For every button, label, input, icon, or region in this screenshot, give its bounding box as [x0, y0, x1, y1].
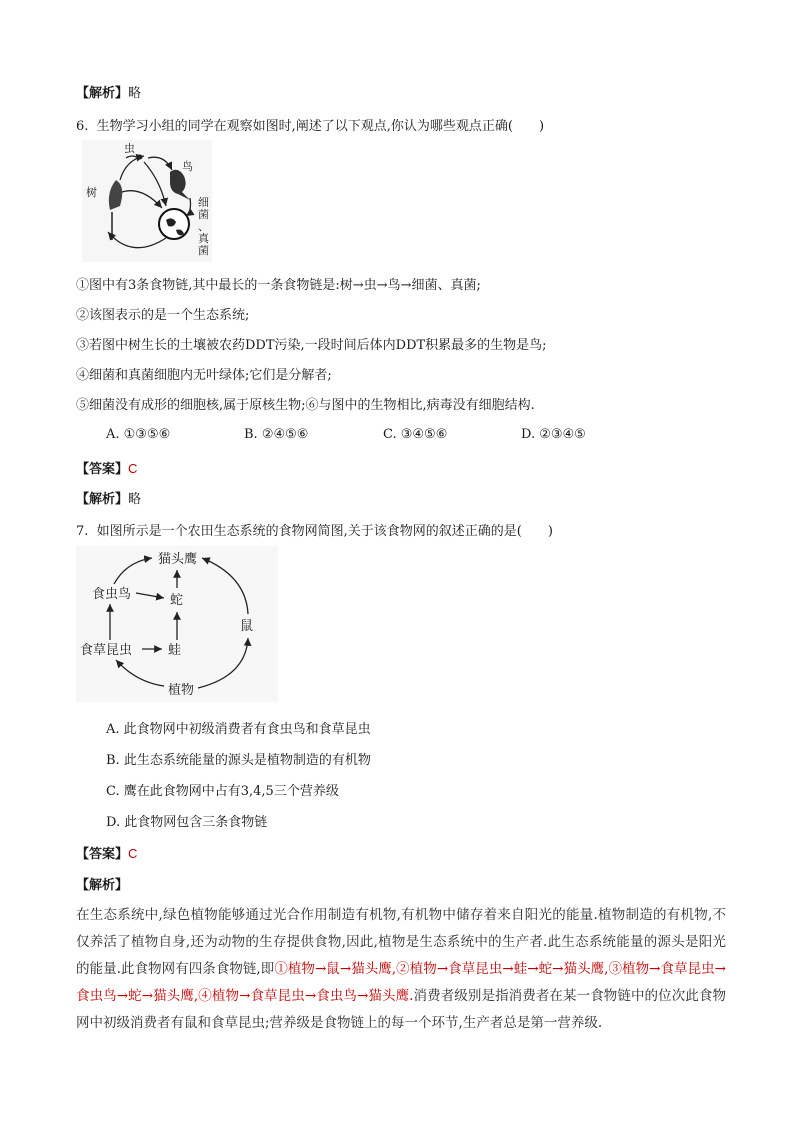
statement-1: ①图中有3条食物链,其中最长的一条食物链是:树→虫→鸟→细菌、真菌;: [76, 278, 481, 293]
explain-text: 略: [128, 492, 142, 507]
answer-tag: 【答案】: [76, 847, 129, 862]
node-frog: 蛙: [168, 643, 182, 658]
q7-option-a[interactable]: A. 此食物网中初级消费者有食虫鸟和食草昆虫: [106, 722, 371, 737]
question-7-stem: [76, 520, 553, 539]
statement-3: ③若图中树生长的土壤被农药DDT污染,一段时间后体内DDT积累最多的生物是鸟;: [76, 338, 547, 353]
explain-tag: 【解析】: [76, 878, 129, 893]
option-d[interactable]: D. ②③④⑤: [521, 427, 586, 442]
ecosystem-figure: [82, 140, 212, 262]
question-6-stem: [76, 115, 544, 134]
q7-answer-line: [76, 843, 137, 862]
food-web-figure: [76, 546, 278, 702]
answer-tag: 【答案】: [76, 462, 129, 477]
q7-explain-heading: [76, 874, 128, 893]
figure-label-bird: 鸟: [182, 160, 193, 173]
top-explanation: [76, 82, 141, 101]
statement-5: ⑤细菌没有成形的细胞核,属于原核生物;⑥与图中的生物相比,病毒没有细胞结构.: [76, 398, 535, 413]
explain-tag: 【解析】: [76, 86, 129, 101]
option-a[interactable]: A. ①③⑤⑥: [106, 427, 171, 442]
q7-option-d[interactable]: D. 此食物网包含三条食物链: [106, 815, 268, 830]
explanation-line: [76, 488, 141, 507]
question-text: 如图所示是一个农田生态系统的食物网简图,关于该食物网的叙述正确的是( ): [96, 524, 553, 539]
figure-label-decomposer: 细菌、真菌: [198, 196, 209, 257]
node-snake: 蛇: [170, 593, 184, 608]
q7-option-b[interactable]: B. 此生态系统能量的源头是植物制造的有机物: [106, 753, 371, 768]
statement-2: ②该图表示的是一个生态系统;: [76, 308, 250, 323]
figure-label-tree: 树: [86, 186, 97, 199]
question-number: 6.: [76, 119, 89, 134]
answer-value: C: [128, 461, 138, 476]
figure-label-insect: 虫: [124, 142, 135, 155]
explain-part-chains: ①植物→鼠→猫头鹰,②植物→食草昆虫→蛙→蛇→猫头鹰,③植物→食草昆虫→食虫鸟→蛇→猫头鹰,④植物→食草昆虫→食虫鸟→猫头鹰.: [76, 961, 726, 1004]
explain-tag: 【解析】: [76, 492, 129, 507]
node-herbivore-insect: 食草昆虫: [80, 643, 133, 658]
node-insect-bird: 食虫鸟: [92, 587, 132, 602]
statement-4: ④细菌和真菌细胞内无叶绿体;它们是分解者;: [76, 368, 332, 383]
explain-part-3: 消费者级别是指消费者在某一食物链中的位次此食物网中初级消费者有鼠和食草昆虫;营养级是食物链上的每一个环节,生产者总是第一营养级.: [76, 988, 726, 1031]
answer-line: [76, 458, 137, 477]
node-mouse: 鼠: [240, 619, 254, 634]
node-owl: 猫头鹰: [158, 552, 198, 567]
question-text: 生物学习小组的同学在观察如图时,阐述了以下观点,你认为哪些观点正确( ): [96, 119, 545, 134]
question-number: 7.: [76, 524, 89, 539]
answer-value: C: [128, 846, 138, 861]
q7-option-c[interactable]: C. 鹰在此食物网中占有3,4,5三个营养级: [106, 784, 339, 799]
explain-text: 略: [128, 86, 142, 101]
explain-part-1: 在生态系统中,绿色植物能够通过光合作用制造有机物,有机物中储存着来自阳光的能量.植物制造的有机物,不仅养活了植物自身,还为动物的生存提供食物,因此,植物是生态系统中的生产者.此生态系统能量的源头是阳光的能量.此食物网有四条食物链,即: [76, 907, 726, 977]
q7-explanation-body: [76, 902, 726, 1037]
node-plant: 植物: [168, 683, 195, 698]
option-c[interactable]: C. ③④⑤⑥: [383, 427, 448, 442]
option-b[interactable]: B. ②④⑤⑥: [244, 427, 309, 442]
